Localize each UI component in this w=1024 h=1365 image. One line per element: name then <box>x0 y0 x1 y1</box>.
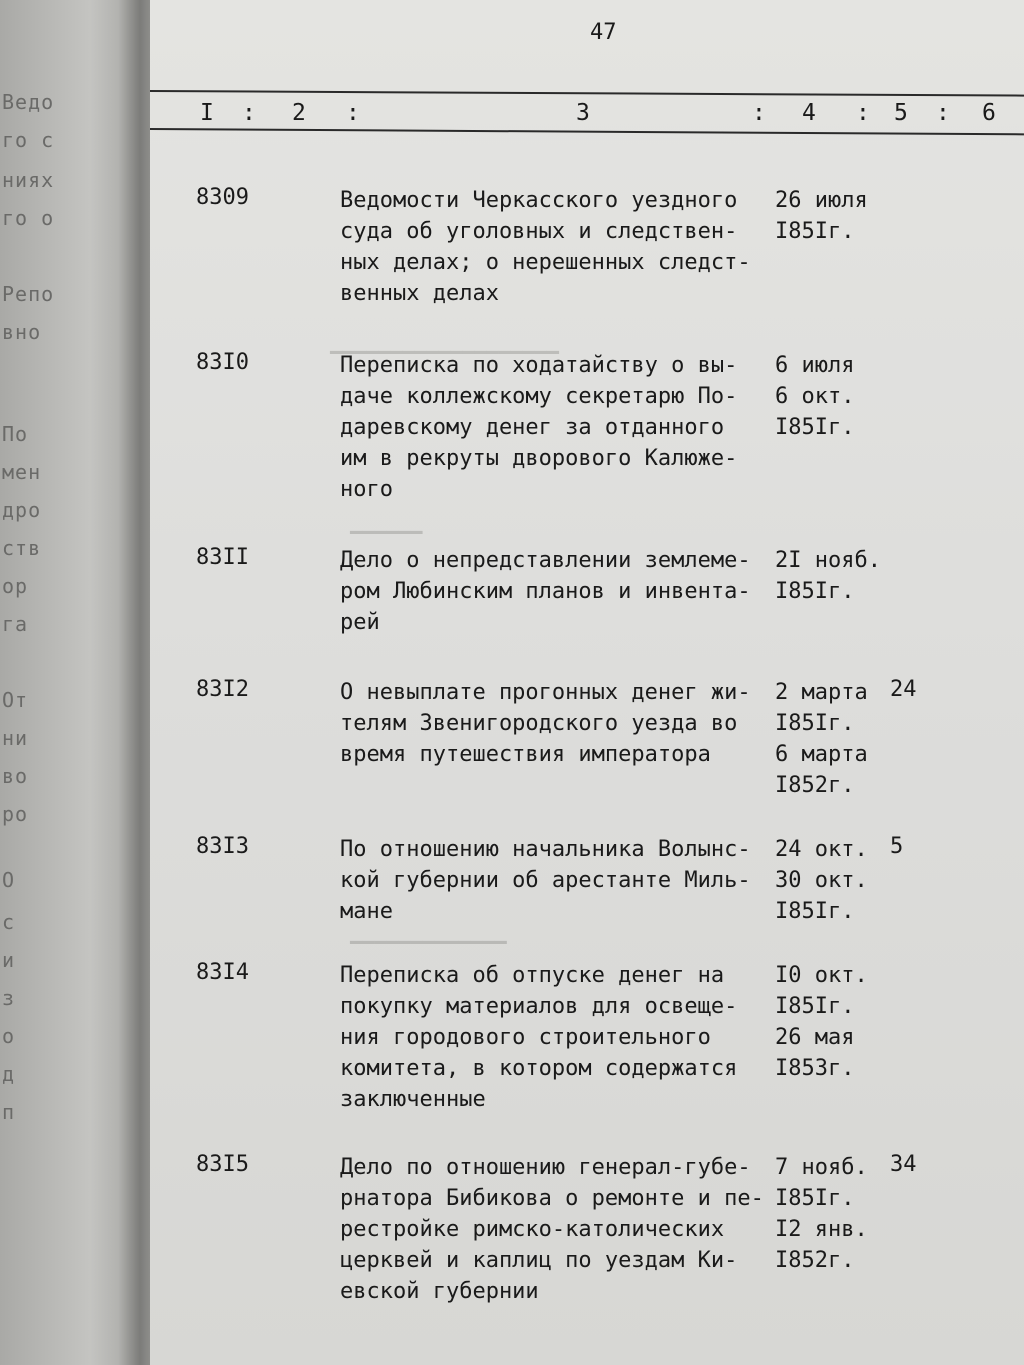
description-line: даревскому денег за отданного <box>340 415 725 440</box>
date-line: I853г. <box>775 1056 855 1081</box>
description-line: им в рекруты дворового Калюже- <box>340 446 738 471</box>
file-number: 83I2 <box>196 677 249 702</box>
description-line: комитета, в котором содержатся <box>340 1056 738 1081</box>
description-line: Переписка по ходатайству о вы- <box>340 353 738 378</box>
date-line: 6 окт. <box>775 384 855 409</box>
facing-page-fragment: ниях <box>2 168 55 192</box>
column-header-6: 6 <box>982 100 996 126</box>
file-description <box>340 350 780 505</box>
facing-page-fragment: о <box>2 1024 16 1048</box>
sheet-count: 24 <box>890 677 917 702</box>
date-line: 2 марта <box>775 680 868 705</box>
facing-page-fragment: Ведо <box>2 90 55 114</box>
description-line: заключенные <box>340 1087 486 1112</box>
description-line: время путешествия императора <box>340 742 711 767</box>
facing-page-fragment: От <box>2 688 29 712</box>
description-line: Дело по отношению генерал-губе- <box>340 1155 751 1180</box>
facing-page-fragment: ни <box>2 726 29 750</box>
date-line: I0 окт. <box>775 963 868 988</box>
description-line: ных делах; о нерешенных следст- <box>340 250 751 275</box>
date-line: 24 окт. <box>775 837 868 862</box>
description-line: церквей и каплиц по уездам Ки- <box>340 1248 738 1273</box>
facing-page-fragment: По <box>2 422 29 446</box>
column-separator: : <box>346 100 360 126</box>
date-line: I85Iг. <box>775 415 855 440</box>
column-header-3: 3 <box>576 100 590 126</box>
description-line: ного <box>340 477 393 502</box>
description-line: рнатора Бибикова о ремонте и пе- <box>340 1186 764 1211</box>
description-line: рестройке римско-католических <box>340 1217 725 1242</box>
file-description <box>340 960 780 1115</box>
description-line: венных делах <box>340 281 499 306</box>
file-number: 83I0 <box>196 350 249 375</box>
description-line: покупку материалов для освеще- <box>340 994 738 1019</box>
file-dates <box>775 960 885 1084</box>
column-header-4: 4 <box>802 100 816 126</box>
file-dates <box>775 834 885 927</box>
description-line: мане <box>340 899 393 924</box>
facing-page-fragment: мен <box>2 460 42 484</box>
date-line: I852г. <box>775 1248 855 1273</box>
file-number: 83I3 <box>196 834 249 859</box>
facing-page-fragment: го о <box>2 206 55 230</box>
date-line: 7 нояб. <box>775 1155 868 1180</box>
show-through-text: ▁▁▁▁▁▁ <box>350 510 423 534</box>
facing-page-fragment: Репо <box>2 282 55 306</box>
description-line: евской губернии <box>340 1279 539 1304</box>
description-line: По отношению начальника Волынс- <box>340 837 751 862</box>
facing-page-fragment: ств <box>2 536 42 560</box>
date-line: 6 марта <box>775 742 868 767</box>
date-line: 2I нояб. <box>775 548 881 573</box>
file-dates <box>775 185 885 247</box>
description-line: О невыплате прогонных денег жи- <box>340 680 751 705</box>
facing-page-fragment: и <box>2 948 16 972</box>
column-separator: : <box>752 100 766 126</box>
header-rule-bottom <box>150 128 1024 135</box>
column-header-2: 2 <box>292 100 306 126</box>
description-line: рей <box>340 610 380 635</box>
file-description <box>340 185 780 309</box>
date-line: I85Iг. <box>775 994 855 1019</box>
facing-page-fragment: во <box>2 764 29 788</box>
file-dates <box>775 545 885 607</box>
description-line: Переписка об отпуске денег на <box>340 963 725 988</box>
description-line: ния городового строительного <box>340 1025 711 1050</box>
file-number: 83I4 <box>196 960 249 985</box>
date-line: I85Iг. <box>775 1186 855 1211</box>
file-description <box>340 834 780 927</box>
column-separator: : <box>242 100 256 126</box>
description-line: даче коллежскому секретарю По- <box>340 384 738 409</box>
description-line: кой губернии об арестанте Миль- <box>340 868 751 893</box>
facing-page-fragment: ор <box>2 574 29 598</box>
date-line: 6 июля <box>775 353 855 378</box>
description-line: суда об уголовных и следствен- <box>340 219 738 244</box>
show-through-text: ▁▁▁▁▁▁▁▁▁▁▁▁▁ <box>350 920 507 944</box>
facing-page-fragment: О <box>2 868 16 892</box>
facing-page-fragment: з <box>2 986 16 1010</box>
facing-page-fragment: вно <box>2 320 42 344</box>
column-separator: : <box>856 100 870 126</box>
sheet-count: 5 <box>890 834 904 859</box>
document-page <box>150 0 1024 1365</box>
date-line: 26 мая <box>775 1025 855 1050</box>
file-description <box>340 545 780 638</box>
file-number: 83I5 <box>196 1152 249 1177</box>
file-description <box>340 1152 780 1307</box>
file-dates <box>775 677 885 801</box>
header-rule-top <box>150 90 1024 97</box>
description-line: телям Звенигородского уезда во <box>340 711 738 736</box>
description-line: Ведомости Черкасского уездного <box>340 188 738 213</box>
column-header-1: I <box>200 100 214 126</box>
sheet-count: 34 <box>890 1152 917 1177</box>
facing-page-fragment: д <box>2 1062 16 1086</box>
column-separator: : <box>936 100 950 126</box>
facing-page-fragment: п <box>2 1100 16 1124</box>
facing-page-fragment: га <box>2 612 29 636</box>
page-number: 47 <box>590 20 617 45</box>
file-dates <box>775 1152 885 1276</box>
file-dates <box>775 350 885 443</box>
date-line: I852г. <box>775 773 855 798</box>
date-line: 26 июля <box>775 188 868 213</box>
date-line: I85Iг. <box>775 219 855 244</box>
date-line: I85Iг. <box>775 711 855 736</box>
date-line: I85Iг. <box>775 899 855 924</box>
facing-page-fragment: го с <box>2 128 55 152</box>
facing-page-fragment: ро <box>2 802 29 826</box>
column-header-5: 5 <box>894 100 908 126</box>
show-through-text: ▁▁▁▁▁▁▁▁▁▁▁▁▁▁▁▁▁▁▁ <box>330 330 559 354</box>
file-number: 83II <box>196 545 249 570</box>
description-line: Дело о непредставлении землеме- <box>340 548 751 573</box>
file-description <box>340 677 780 770</box>
date-line: I2 янв. <box>775 1217 868 1242</box>
description-line: ром Любинским планов и инвента- <box>340 579 751 604</box>
facing-page-fragment: с <box>2 910 16 934</box>
file-number: 8309 <box>196 185 249 210</box>
facing-page-fragment: дро <box>2 498 42 522</box>
date-line: 30 окт. <box>775 868 868 893</box>
date-line: I85Iг. <box>775 579 855 604</box>
